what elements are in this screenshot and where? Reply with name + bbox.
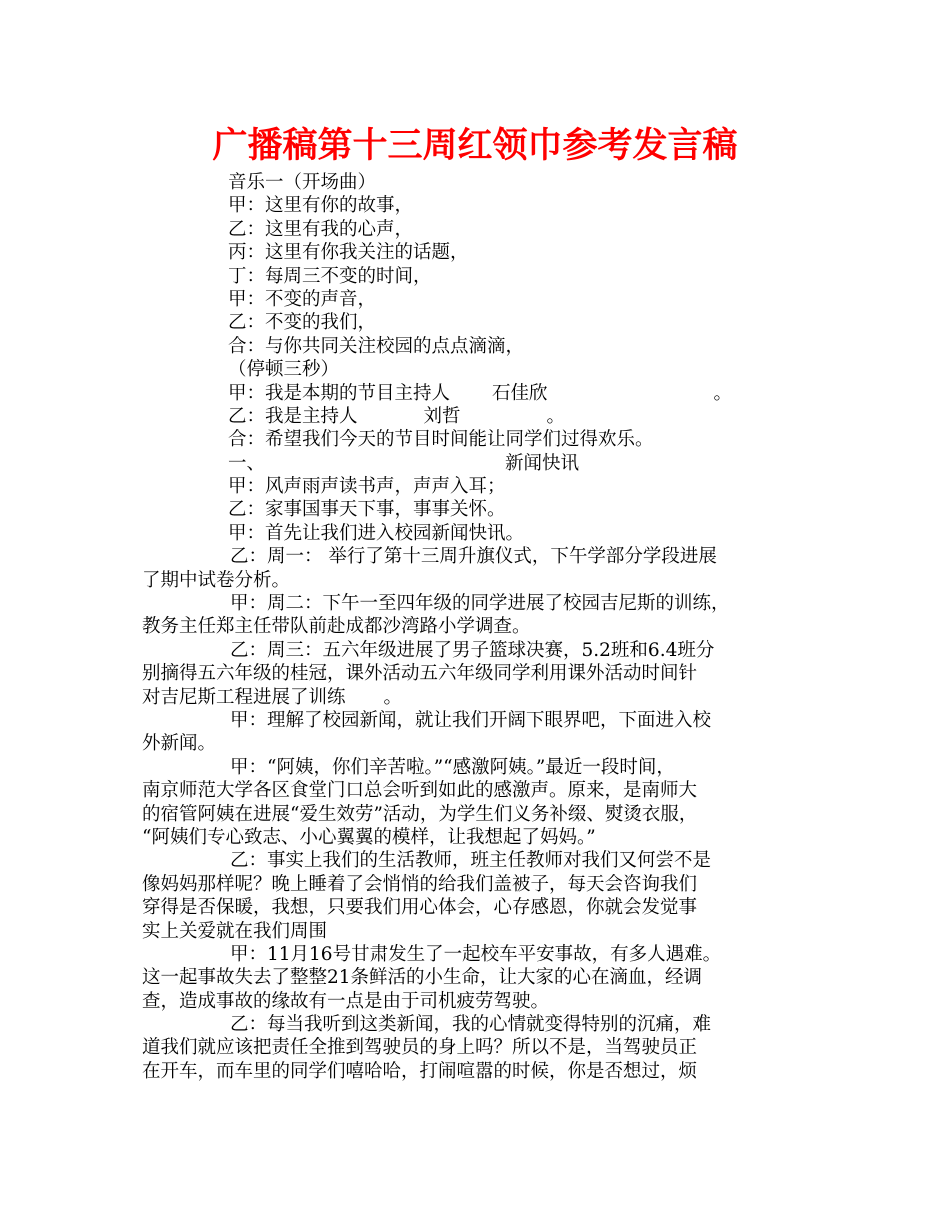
text-line: “阿姨们专心致志、小心翼翼的模样，让我想起了妈妈。” — [142, 826, 596, 848]
text-line: 南京师范大学各区食堂门口总会听到如此的感激声。原来，是南师大 — [142, 780, 698, 802]
text-line: 甲：这里有你的故事， — [228, 195, 414, 217]
text-line: 乙：不变的我们， — [228, 312, 377, 334]
document-title: 广播稿第十三周红领巾参考发言稿 — [212, 126, 738, 166]
text-line: 外新闻。 — [142, 733, 217, 755]
text-line: 甲：风声雨声读书声，声声入耳； — [228, 476, 506, 498]
text-line: 丙：这里有你我关注的话题， — [228, 242, 469, 264]
text-line: 合：与你共同关注校园的点点滴滴， — [228, 335, 525, 357]
text-fragment: 对吉尼斯工程进展了训练 — [142, 686, 346, 708]
section-title: 新闻快讯 — [505, 452, 580, 474]
text-line-with-gap — [142, 686, 822, 709]
host-name-2: 刘哲 — [423, 405, 461, 427]
section-number: 一、 — [228, 452, 266, 474]
host-line-2-label: 乙：我是主持人 — [228, 405, 358, 427]
text-line: 甲：“阿姨，你们辛苦啦。”“感激阿姨。”最近一段时间， — [230, 756, 675, 778]
text-line: 乙：家事国事天下事，事事关怀。 — [228, 499, 506, 521]
text-line: 乙：事实上我们的生活教师，班主任教师对我们又何尝不是 — [230, 850, 712, 872]
text-line: 甲：理解了校园新闻，就让我们开阔下眼界吧，下面进入校 — [230, 709, 712, 731]
host-line-2-end: 。 — [546, 405, 566, 427]
text-line: 别摘得五六年级的桂冠，课外活动五六年级同学利用课外活动时间针 — [142, 663, 698, 685]
text-line: 的宿管阿姨在进展“爱生效劳”活动，为学生们义务补缀、熨烫衣服， — [142, 803, 698, 825]
text-line: 丁：每周三不变的时间， — [228, 265, 432, 287]
text-line: 乙：每当我听到这类新闻，我的心情就变得特别的沉痛，难 — [230, 1014, 712, 1036]
text-line: 像妈妈那样呢？晚上睡着了会悄悄的给我们盖被子，每天会咨询我们 — [142, 873, 698, 895]
text-line: 甲：11月16号甘肃发生了一起校车平安事故，有多人遇难。 — [230, 943, 722, 965]
text-line: 实上关爱就在我们周围 — [142, 920, 328, 942]
text-line: 乙：周三：五六年级进展了男子篮球决赛，5.2班和6.4班分 — [230, 639, 715, 661]
host-name-1: 石佳欣 — [492, 382, 548, 404]
text-line: 了期中试卷分析。 — [142, 569, 291, 591]
host-line-1-end: 。 — [713, 382, 733, 404]
text-line: 乙：周一： 举行了第十三周升旗仪式，下午学部分学段进展 — [230, 546, 717, 568]
text-fragment-end: 。 — [383, 686, 403, 708]
text-line: 音乐一（开场曲） — [228, 172, 377, 193]
text-line: 乙：这里有我的心声， — [228, 218, 414, 240]
text-line: 合：希望我们今天的节目时间能让同学们过得欢乐。 — [228, 429, 654, 451]
document-body — [142, 171, 822, 1083]
text-line: 在开车，而车里的同学们嘻哈哈，打闹喧嚣的时候，你是否想过，烦 — [142, 1060, 698, 1082]
text-line: 道我们就应该把责任全推到驾驶员的身上吗？所以不是，当驾驶员正 — [142, 1037, 698, 1059]
host-line-1 — [142, 382, 822, 405]
host-line-2 — [142, 405, 822, 428]
host-line-1-label: 甲：我是本期的节目主持人 — [228, 382, 451, 404]
text-line: 穿得是否保暖，我想，只要我们用心体会，心存感恩，你就会发觉事 — [142, 897, 698, 919]
text-line: 甲：首先让我们进入校园新闻快讯。 — [228, 522, 525, 544]
text-line: （停顿三秒） — [228, 359, 340, 381]
text-line: 教务主任郑主任带队前赴成都沙湾路小学调查。 — [142, 616, 531, 638]
text-line: 这一起事故失去了整整21条鲜活的小生命，让大家的心在滴血，经调 — [142, 967, 703, 989]
text-line: 甲：不变的声音， — [228, 288, 377, 310]
text-line: 甲：周二：下午一至四年级的同学进展了校园吉尼斯的训练， — [230, 593, 730, 615]
section-heading — [142, 452, 822, 475]
text-line: 查，造成事故的缘故有一点是由于司机疲劳驾驶。 — [142, 990, 550, 1012]
